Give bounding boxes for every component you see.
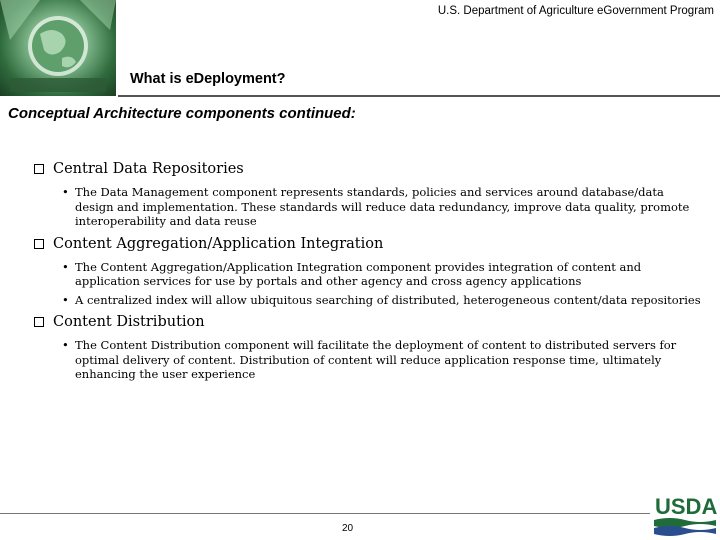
slide-title: What is eDeployment? (130, 71, 286, 87)
checkbox-bullet-icon (34, 317, 44, 327)
checkbox-bullet-icon (34, 164, 44, 174)
section-heading: Content Distribution (53, 314, 205, 330)
bullet-dot-icon: • (62, 185, 69, 199)
section-heading: Central Data Repositories (53, 161, 244, 177)
section-heading: Content Aggregation/Application Integration (53, 235, 384, 252)
program-header: U.S. Department of Agriculture eGovernment Program (437, 5, 714, 17)
bullet-dot-icon: • (62, 292, 69, 307)
bullet-dot-icon: • (62, 259, 69, 274)
globe-logo-image (0, 0, 116, 96)
title-divider (118, 95, 720, 97)
section-central-data-repositories (34, 160, 704, 229)
section-content-distribution (34, 313, 704, 382)
list-item: • A centralized index will allow ubiquitous searching of distributed, heterogeneous content/data repositories (62, 292, 701, 307)
list-item: • The Content Distribution component will facilitate the deployment of content to distributed servers for optimal delivery of content. Distribution of content will reduce application response time, ultimately enhancing the user experience (62, 338, 677, 381)
list-item: • The Data Management component represents standards, policies and services around database/data design and implementation. These standards will reduce data redundancy, improve data quality, promote interoperability and data reuse (62, 185, 690, 228)
usda-logo (652, 490, 718, 536)
usda-logo-text: USDA (655, 494, 718, 519)
footer-divider (0, 513, 650, 514)
checkbox-bullet-icon (34, 239, 44, 249)
list-item: • The Content Aggregation/Application Integration component provides integration of content and application services for use by portals and other agency and cross agency applications (62, 259, 642, 288)
slide-subtitle: Conceptual Architecture components continued: (8, 105, 356, 122)
content-area (34, 160, 704, 388)
page-number: 20 (342, 523, 354, 534)
section-content-aggregation (34, 235, 704, 308)
bullet-dot-icon: • (62, 338, 69, 352)
